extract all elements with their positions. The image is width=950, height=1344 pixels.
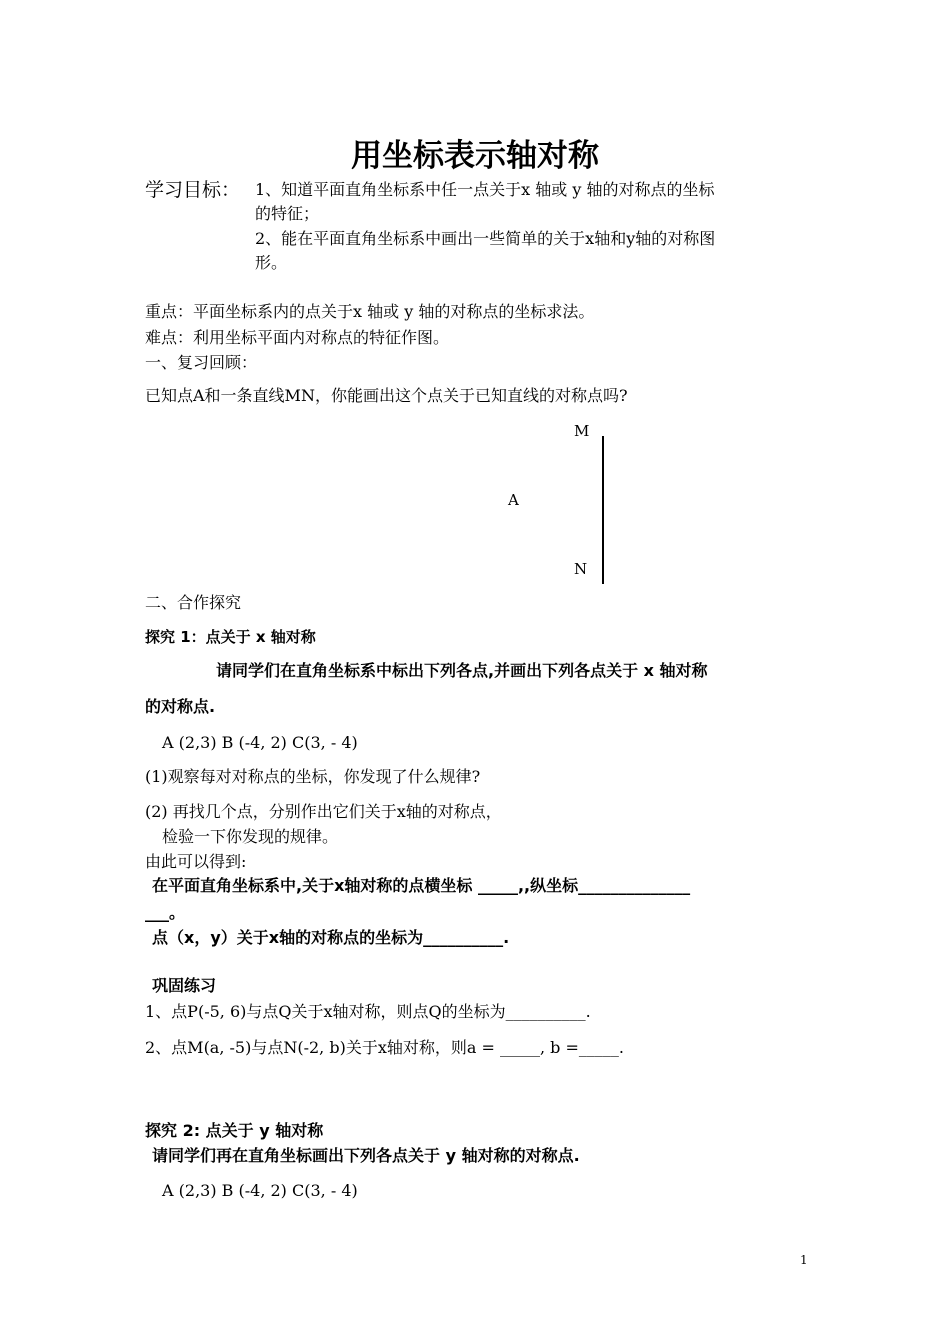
explore-2-instruction: 请同学们再在直角坐标画出下列各点关于 y 轴对称的对称点. bbox=[152, 1146, 580, 1165]
objective-1-line-1: 1、知道平面直角坐标系中任一点关于x 轴或 y 轴的对称点的坐标 bbox=[255, 180, 715, 199]
label-a: A bbox=[508, 491, 519, 509]
explore-1-question-1: (1)观察每对对称点的坐标，你发现了什么规律? bbox=[145, 767, 481, 786]
section-review-heading: 一、复习回顾： bbox=[145, 353, 258, 372]
explore-2-heading: 探究 2: 点关于 y 轴对称 bbox=[145, 1121, 324, 1140]
practice-question-2: 2、点M(a, -5)与点N(-2, b)关于x轴对称，则a = _____, b =_____. bbox=[145, 1038, 624, 1057]
conclusion-line-3: 点（x，y）关于x轴的对称点的坐标为__________. bbox=[152, 928, 510, 947]
objective-2-line-2: 形。 bbox=[255, 253, 288, 272]
label-n: N bbox=[574, 560, 588, 578]
review-question: 已知点A和一条直线MN，你能画出这个点关于已知直线的对称点吗? bbox=[145, 386, 628, 405]
practice-question-1: 1、点P(-5, 6)与点Q关于x轴对称，则点Q的坐标为__________. bbox=[145, 1002, 591, 1021]
objective-1-line-2: 的特征； bbox=[255, 204, 320, 223]
line-mn bbox=[602, 436, 604, 584]
page-title: 用坐标表示轴对称 bbox=[351, 138, 599, 174]
objectives-label: 学习目标： bbox=[145, 179, 241, 201]
explore-1-instruction-line-2: 的对称点. bbox=[145, 697, 216, 716]
difficulty: 难点：利用坐标平面内对称点的特征作图。 bbox=[145, 328, 450, 347]
section-explore-heading: 二、合作探究 bbox=[145, 593, 242, 612]
explore-1-points: A (2,3) B (-4, 2) C(3, - 4) bbox=[162, 733, 358, 752]
page-number: 1 bbox=[800, 1253, 808, 1267]
practice-heading: 巩固练习 bbox=[152, 976, 217, 995]
conclusion-line-2: ___。 bbox=[145, 903, 186, 922]
explore-1-heading: 探究 1：点关于 x 轴对称 bbox=[145, 628, 316, 646]
conclusion-line-1: 在平面直角坐标系中,关于x轴对称的点横坐标 _____,,纵坐标______________ bbox=[152, 876, 691, 895]
explore-1-instruction-line-1: 请同学们在直角坐标系中标出下列各点,并画出下列各点关于 x 轴对称 bbox=[216, 661, 708, 680]
explore-1-question-2-line-1: (2) 再找几个点，分别作出它们关于x轴的对称点， bbox=[145, 802, 502, 821]
objective-2-line-1: 2、能在平面直角坐标系中画出一些简单的关于x轴和y轴的对称图 bbox=[255, 229, 716, 248]
label-m: M bbox=[574, 422, 590, 440]
key-point: 重点：平面坐标系内的点关于x 轴或 y 轴的对称点的坐标求法。 bbox=[145, 302, 595, 321]
explore-2-points: A (2,3) B (-4, 2) C(3, - 4) bbox=[162, 1181, 358, 1200]
explore-1-question-2-line-2: 检验一下你发现的规律。 bbox=[162, 827, 339, 846]
conclusion-intro: 由此可以得到: bbox=[145, 852, 247, 871]
